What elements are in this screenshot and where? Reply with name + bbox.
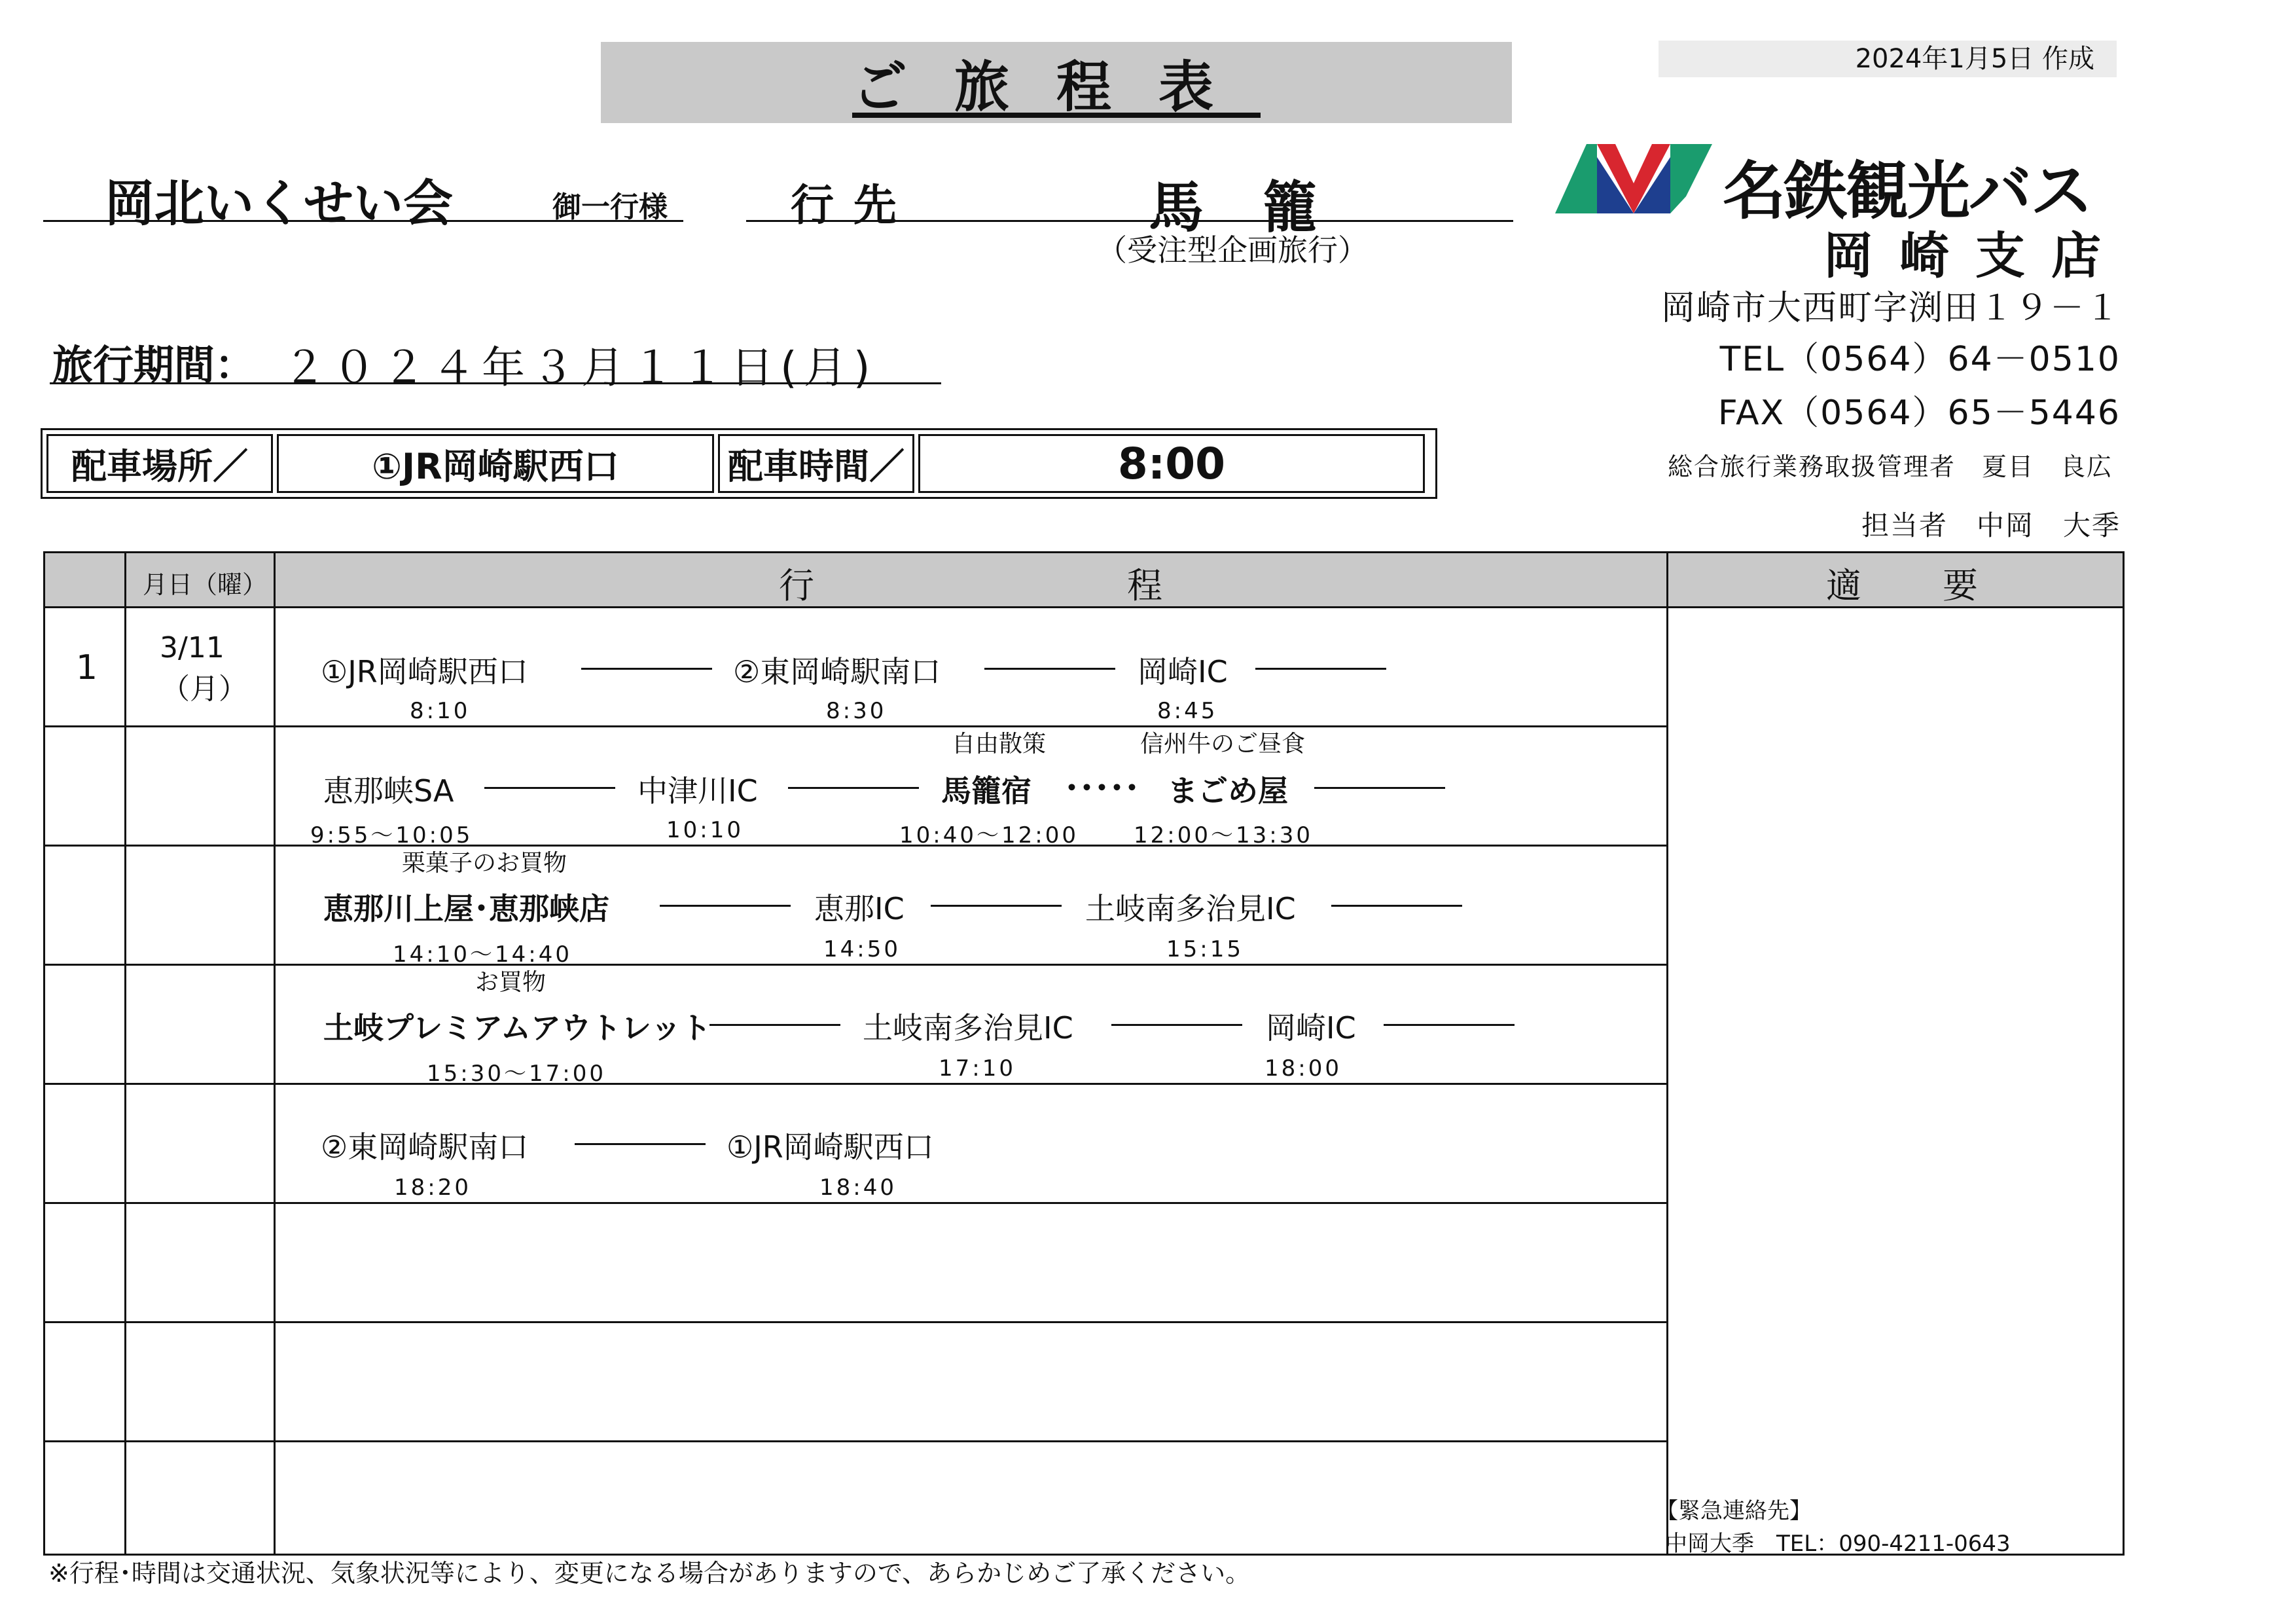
header-notes-2: 要 bbox=[1943, 565, 1978, 606]
stop-time: 18:20 bbox=[394, 1175, 471, 1201]
emergency-contact: 中岡大季 TEL：090-4211-0643 bbox=[1665, 1531, 2011, 1557]
stop-name: 恵那川上屋･恵那峡店 bbox=[323, 891, 609, 926]
dispatch-place-label: 配車場所／ bbox=[46, 434, 273, 493]
header-date: 月日（曜） bbox=[143, 570, 268, 599]
company-address: 岡崎市大西町字渕田１９－１ bbox=[1660, 289, 2121, 328]
route-line bbox=[931, 905, 1062, 907]
route-line bbox=[1384, 1024, 1515, 1026]
row-divider bbox=[43, 1202, 1668, 1204]
created-date: 2024年1月5日 作成 bbox=[1855, 44, 2094, 74]
header-itinerary-1: 行 bbox=[779, 565, 814, 606]
stop-name: 土岐南多治見IC bbox=[1085, 891, 1296, 926]
day-number: 1 bbox=[76, 648, 98, 687]
row-divider bbox=[43, 1321, 1668, 1323]
stop-time: 15:30～17:00 bbox=[427, 1061, 606, 1087]
destination-note: （受注型企画旅行） bbox=[1097, 232, 1368, 268]
header-notes-1: 適 bbox=[1826, 565, 1861, 606]
route-line bbox=[575, 1143, 706, 1145]
stop-time: 10:10 bbox=[666, 817, 744, 843]
row-divider bbox=[43, 1083, 1668, 1085]
stop-time: 12:00～13:30 bbox=[1134, 822, 1313, 848]
route-line bbox=[984, 668, 1115, 670]
row-divider bbox=[43, 1440, 1668, 1442]
route-line bbox=[660, 905, 791, 907]
group-underline bbox=[43, 220, 683, 222]
destination-label: 行先 bbox=[791, 180, 916, 230]
group-suffix: 御一行様 bbox=[552, 191, 668, 224]
page-title: ご旅程表 bbox=[852, 54, 1261, 119]
route-line bbox=[1331, 905, 1462, 907]
header-divider bbox=[43, 606, 2125, 608]
col-divider-3 bbox=[1666, 551, 1668, 1556]
date-value: 3/11 bbox=[160, 631, 224, 665]
stop-note: 自由散策 bbox=[952, 731, 1047, 757]
destination-underline bbox=[746, 220, 1513, 222]
stop-name: ②東岡崎駅南口 bbox=[733, 654, 941, 689]
stop-time: 14:10～14:40 bbox=[393, 941, 572, 968]
group-name: 岡北いくせい会 bbox=[105, 174, 453, 232]
stop-time: 18:00 bbox=[1265, 1055, 1342, 1082]
branch-name: 岡崎支店 bbox=[1823, 227, 2127, 285]
stop-time: 17:10 bbox=[939, 1055, 1016, 1082]
stop-name: 土岐プレミアムアウトレット bbox=[323, 1010, 711, 1046]
company-logo bbox=[1555, 144, 1712, 213]
stop-name: 恵那IC bbox=[814, 891, 905, 926]
stop-name: 恵那峡SA bbox=[323, 773, 454, 809]
stop-time: 8:45 bbox=[1157, 698, 1218, 724]
period-value: ２０２４年３月１１日(月) bbox=[283, 342, 877, 393]
itinerary-table bbox=[43, 551, 2125, 1556]
emergency-label: 【緊急連絡先】 bbox=[1656, 1498, 1812, 1524]
route-line bbox=[1111, 1024, 1242, 1026]
period-underline bbox=[50, 382, 941, 384]
route-line bbox=[709, 1024, 840, 1026]
stop-time: 18:40 bbox=[819, 1175, 897, 1201]
row-divider bbox=[43, 725, 1668, 727]
stop-time: 8:10 bbox=[410, 698, 471, 724]
col-divider-1 bbox=[124, 551, 126, 1556]
stop-name: 馬籠宿 bbox=[941, 773, 1031, 809]
route-line bbox=[1314, 787, 1445, 789]
dispatch-box bbox=[41, 428, 1437, 499]
weekday-value: （月） bbox=[161, 672, 247, 706]
dotted-connector: ･････ bbox=[1064, 771, 1139, 806]
company-fax: FAX（0564）65－5446 bbox=[1717, 393, 2121, 433]
destination-value: 馬籠 bbox=[1149, 175, 1377, 240]
staff-name: 担当者 中岡 大季 bbox=[1861, 509, 2121, 541]
stop-name: ①JR岡崎駅西口 bbox=[321, 654, 528, 689]
row-divider bbox=[43, 964, 1668, 966]
dispatch-place-value: ①JR岡崎駅西口 bbox=[277, 434, 714, 493]
stop-name: 岡崎IC bbox=[1266, 1010, 1356, 1046]
stop-time: 15:15 bbox=[1166, 936, 1244, 962]
period-label: 旅行期間： bbox=[52, 341, 256, 389]
stop-name: 岡崎IC bbox=[1138, 654, 1228, 689]
row-divider bbox=[43, 845, 1668, 847]
travel-manager: 総合旅行業務取扱管理者 夏目 良広 bbox=[1668, 452, 2113, 481]
stop-name: まごめ屋 bbox=[1168, 773, 1288, 809]
stop-time: 10:40～12:00 bbox=[899, 822, 1079, 848]
col-divider-2 bbox=[274, 551, 276, 1556]
footnote: ※行程･時間は交通状況、気象状況等により、変更になる場合がありますので、あらかじめご了承ください。 bbox=[48, 1559, 1251, 1588]
stop-note: 信州牛のご昼食 bbox=[1140, 731, 1306, 757]
stop-note: 栗菓子のお買物 bbox=[402, 850, 567, 877]
route-line bbox=[581, 668, 712, 670]
stop-name: 中津川IC bbox=[637, 773, 758, 809]
stop-name: ②東岡崎駅南口 bbox=[321, 1129, 529, 1165]
stop-time: 8:30 bbox=[826, 698, 887, 724]
stop-name: ①JR岡崎駅西口 bbox=[726, 1129, 934, 1165]
company-tel: TEL（0564）64－0510 bbox=[1719, 340, 2121, 379]
route-line bbox=[1255, 668, 1386, 670]
route-line bbox=[788, 787, 919, 789]
stop-name: 土岐南多治見IC bbox=[863, 1010, 1073, 1046]
stop-note: お買物 bbox=[475, 969, 547, 996]
dispatch-time-value: 8:00 bbox=[918, 434, 1425, 493]
header-itinerary-2: 程 bbox=[1127, 565, 1162, 606]
route-line bbox=[484, 787, 615, 789]
dispatch-time-label: 配車時間／ bbox=[718, 434, 914, 493]
stop-time: 9:55～10:05 bbox=[310, 822, 473, 848]
stop-time: 14:50 bbox=[823, 936, 901, 962]
company-name: 名鉄観光バス bbox=[1723, 155, 2092, 228]
